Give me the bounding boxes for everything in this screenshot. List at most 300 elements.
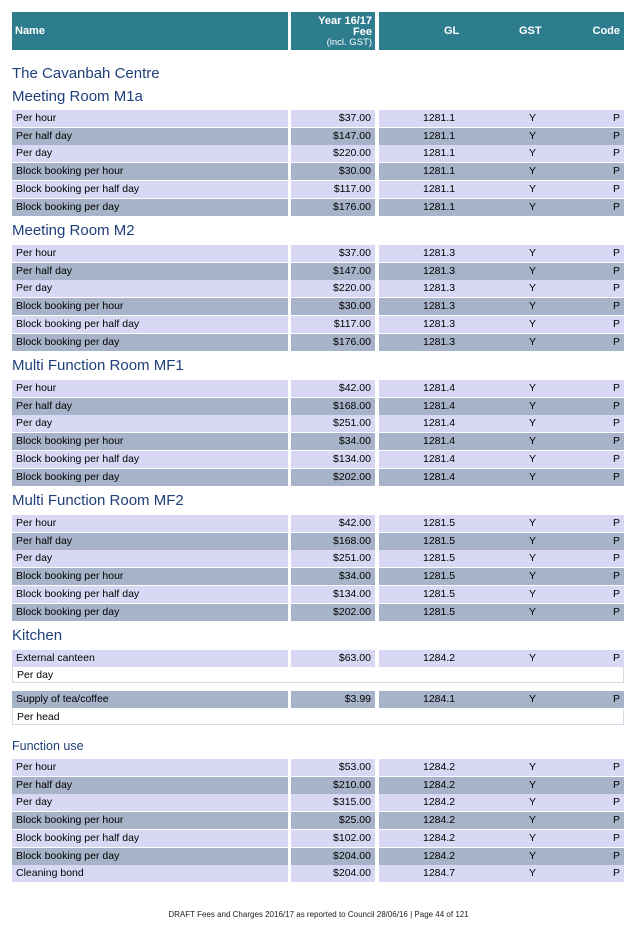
row-code: P [612,129,620,142]
table-row [0,515,637,532]
row-gl: 1284.7 [423,867,456,880]
row-name: Per half day [16,534,73,547]
row-gl: 1281.5 [423,517,456,529]
row-fee: $63.00 [338,652,371,664]
row-gst: Y [529,778,537,791]
row-code: P [612,796,620,809]
table-row [0,759,637,776]
row-fee: $42.00 [338,382,371,394]
codes-cell [379,691,624,708]
fee-cell [291,759,375,776]
row-fee: $53.00 [338,761,371,773]
header-code: Code [592,25,620,37]
row-name: Block booking per half day [16,831,140,844]
row-code: P [612,587,620,600]
codes-cell [379,604,624,621]
row-name: Block booking per hour [16,435,124,448]
row-gl: 1281.1 [423,182,456,195]
name-cell [12,398,288,415]
row-gst: Y [529,417,537,430]
name-cell [12,848,288,865]
row-name: Per hour [16,517,57,529]
row-gst: Y [529,112,537,124]
row-name: Block booking per day [16,200,120,213]
row-name: Block booking per day [16,849,120,862]
row-name: Per day [16,417,53,430]
row-fee: $147.00 [333,129,371,142]
row-name: Block booking per day [16,605,120,618]
section-title: Meeting Room M2 [12,222,135,239]
row-fee: $210.00 [333,778,371,791]
header-fee-gst-note: (incl. GST) [326,37,372,48]
row-code: P [612,534,620,547]
table-row [0,794,637,811]
fee-cell [291,398,375,415]
page-footer: DRAFT Fees and Charges 2016/17 as reported to Council 28/06/16 | Page 44 of 121 [168,910,469,919]
section-title: Multi Function Room MF1 [12,357,184,374]
fee-cell [291,777,375,794]
row-code: P [612,382,620,394]
row-note: Per head [12,709,624,725]
row-code: P [612,552,620,565]
table-row [0,533,637,550]
fee-cell [291,199,375,216]
table-row [0,163,637,180]
row-gl: 1284.2 [423,796,456,809]
row-code: P [612,335,620,348]
fee-cell [291,568,375,585]
row-fee: $204.00 [333,867,371,880]
table-row [0,830,637,847]
fee-cell [291,794,375,811]
row-gl: 1281.1 [423,112,456,124]
fee-cell [291,865,375,882]
row-gl: 1281.3 [423,282,456,295]
row-name: Block booking per day [16,470,120,483]
row-code: P [612,182,620,195]
row-fee: $315.00 [333,796,371,809]
fee-cell [291,830,375,847]
codes-cell [379,199,624,216]
codes-cell [379,280,624,297]
row-gl: 1281.3 [423,300,456,313]
row-code: P [612,470,620,483]
row-name: Per half day [16,778,73,791]
row-name: Block booking per half day [16,317,140,330]
codes-cell [379,777,624,794]
row-gst: Y [529,147,537,160]
codes-cell [379,586,624,603]
row-fee: $220.00 [333,147,371,160]
codes-cell [379,298,624,315]
name-cell [12,691,288,708]
table-row [0,110,637,127]
name-cell [12,533,288,550]
row-code: P [612,247,620,259]
row-gst: Y [529,587,537,600]
row-gst: Y [529,264,537,277]
row-gst: Y [529,867,537,880]
codes-cell [379,398,624,415]
name-cell [12,263,288,280]
row-fee: $30.00 [338,300,371,313]
codes-cell [379,128,624,145]
row-code: P [612,417,620,430]
row-gst: Y [529,761,537,773]
row-gl: 1284.2 [423,831,456,844]
row-name: Block booking per hour [16,300,124,313]
row-name: Per hour [16,761,57,773]
header-name: Name [15,25,45,37]
row-name: Per hour [16,247,57,259]
row-gst: Y [529,517,537,529]
fee-cell [291,691,375,708]
table-row [0,691,637,708]
fee-cell [291,263,375,280]
row-name: Per day [16,552,53,565]
fee-cell [291,380,375,397]
row-gst: Y [529,129,537,142]
centre-title: The Cavanbah Centre [12,65,160,82]
row-fee: $168.00 [333,399,371,412]
row-gl: 1281.3 [423,317,456,330]
fee-cell [291,316,375,333]
fee-cell [291,163,375,180]
codes-cell [379,533,624,550]
row-name: Block booking per day [16,335,120,348]
fee-cell [291,433,375,450]
row-code: P [612,317,620,330]
row-fee: $34.00 [338,570,371,583]
fee-cell [291,415,375,432]
row-gl: 1284.2 [423,814,456,827]
row-code: P [612,147,620,160]
row-gst: Y [529,605,537,618]
section-title: Meeting Room M1a [12,88,143,105]
name-cell [12,433,288,450]
row-gl: 1281.5 [423,570,456,583]
row-code: P [612,605,620,618]
row-gl: 1281.5 [423,552,456,565]
name-cell [12,380,288,397]
codes-cell [379,334,624,351]
table-row [0,398,637,415]
codes-cell [379,181,624,198]
row-gl: 1284.2 [423,652,456,664]
row-name: Per day [16,282,53,295]
name-cell [12,865,288,882]
table-row [0,245,637,262]
row-gl: 1281.5 [423,587,456,600]
row-code: P [612,831,620,844]
row-code: P [612,761,620,773]
row-gl: 1284.2 [423,778,456,791]
row-gst: Y [529,570,537,583]
row-gst: Y [529,452,537,465]
row-gst: Y [529,849,537,862]
fee-cell [291,586,375,603]
codes-cell [379,263,624,280]
name-cell [12,550,288,567]
table-row [0,812,637,829]
table-row [0,550,637,567]
row-name: Block booking per half day [16,182,140,195]
fee-cell [291,650,375,667]
row-name: Per half day [16,129,73,142]
fee-cell [291,848,375,865]
row-gl: 1281.4 [423,382,456,394]
row-fee: $202.00 [333,605,371,618]
table-row [0,469,637,486]
name-cell [12,586,288,603]
name-cell [12,451,288,468]
row-code: P [612,778,620,791]
name-cell [12,145,288,162]
row-gl: 1281.4 [423,452,456,465]
codes-cell [379,163,624,180]
name-cell [12,604,288,621]
row-gst: Y [529,200,537,213]
name-cell [12,415,288,432]
table-row [0,316,637,333]
row-gst: Y [529,300,537,313]
fee-cell [291,128,375,145]
row-fee: $134.00 [333,452,371,465]
header-fee-cell [291,12,375,50]
table-row [0,199,637,216]
row-fee: $117.00 [333,317,371,330]
name-cell [12,568,288,585]
codes-cell [379,650,624,667]
codes-cell [379,145,624,162]
row-name: Block booking per half day [16,587,140,600]
codes-cell [379,380,624,397]
row-code: P [612,867,620,880]
table-row [0,415,637,432]
codes-cell [379,515,624,532]
row-fee: $168.00 [333,534,371,547]
row-gl: 1281.4 [423,417,456,430]
table-row [0,128,637,145]
row-gst: Y [529,814,537,827]
row-name: Block booking per hour [16,814,124,827]
row-gst: Y [529,335,537,348]
table-row [0,568,637,585]
row-gl: 1281.1 [423,129,456,142]
row-gl: 1281.4 [423,435,456,448]
fee-cell [291,280,375,297]
name-cell [12,650,288,667]
row-gst: Y [529,534,537,547]
fee-cell [291,298,375,315]
table-row [0,604,637,621]
row-fee: $42.00 [338,517,371,529]
name-cell [12,334,288,351]
row-gst: Y [529,796,537,809]
section-title: Multi Function Room MF2 [12,492,184,509]
row-name: External canteen [16,652,95,664]
row-fee: $3.99 [344,693,371,705]
header-name-cell [12,12,288,50]
row-name: Per hour [16,112,57,124]
row-gl: 1281.4 [423,470,456,483]
name-cell [12,280,288,297]
row-code: P [612,200,620,213]
row-gst: Y [529,831,537,844]
fee-cell [291,145,375,162]
row-gst: Y [529,470,537,483]
table-row [0,777,637,794]
row-fee: $220.00 [333,282,371,295]
table-row [0,334,637,351]
fee-cell [291,515,375,532]
row-fee: $30.00 [338,165,371,178]
name-cell [12,110,288,127]
row-name: Per half day [16,264,73,277]
name-cell [12,515,288,532]
name-cell [12,245,288,262]
row-gl: 1284.1 [423,693,456,705]
row-fee: $25.00 [338,814,371,827]
table-row [0,380,637,397]
codes-cell [379,759,624,776]
row-gl: 1281.4 [423,399,456,412]
codes-cell [379,812,624,829]
row-code: P [612,570,620,583]
fee-cell [291,334,375,351]
row-fee: $34.00 [338,435,371,448]
row-code: P [612,112,620,124]
row-gl: 1281.1 [423,165,456,178]
row-gst: Y [529,247,537,259]
name-cell [12,298,288,315]
header-fee-year: Year 16/17 [318,15,372,27]
row-gl: 1281.3 [423,247,456,259]
row-fee: $37.00 [338,112,371,124]
table-row [0,280,637,297]
name-cell [12,163,288,180]
name-cell [12,469,288,486]
row-name: Block booking per hour [16,570,124,583]
row-fee: $134.00 [333,587,371,600]
codes-cell [379,245,624,262]
row-code: P [612,452,620,465]
row-name: Per hour [16,382,57,394]
row-name: Supply of tea/coffee [16,693,109,705]
codes-cell [379,451,624,468]
row-gst: Y [529,552,537,565]
codes-cell [379,433,624,450]
name-cell [12,812,288,829]
codes-cell [379,316,624,333]
fee-cell [291,110,375,127]
codes-cell [379,794,624,811]
row-note: Per day [12,667,624,683]
row-gl: 1281.5 [423,605,456,618]
name-cell [12,128,288,145]
row-code: P [612,399,620,412]
row-name: Per day [16,147,53,160]
name-cell [12,316,288,333]
header-codes-cell [379,12,624,50]
name-cell [12,777,288,794]
fee-cell [291,181,375,198]
codes-cell [379,848,624,865]
header-fee-label: Fee [353,26,372,38]
row-gl: 1281.3 [423,335,456,348]
row-gl: 1281.1 [423,200,456,213]
table-header [0,12,637,50]
row-gst: Y [529,282,537,295]
row-code: P [612,652,620,664]
section-title: Kitchen [12,627,63,644]
codes-cell [379,550,624,567]
name-cell [12,794,288,811]
table-row [0,145,637,162]
row-code: P [612,435,620,448]
table-row [0,263,637,280]
row-fee: $37.00 [338,247,371,259]
name-cell [12,181,288,198]
row-fee: $204.00 [333,849,371,862]
row-code: P [612,264,620,277]
codes-cell [379,469,624,486]
row-fee: $176.00 [333,335,371,348]
row-gl: 1281.3 [423,264,456,277]
fee-cell [291,245,375,262]
fee-cell [291,604,375,621]
row-code: P [612,282,620,295]
row-name: Cleaning bond [16,867,84,880]
row-name: Per half day [16,399,73,412]
row-fee: $102.00 [333,831,371,844]
row-gst: Y [529,182,537,195]
row-fee: $202.00 [333,470,371,483]
name-cell [12,830,288,847]
row-gl: 1284.2 [423,849,456,862]
table-row [0,650,637,667]
row-fee: $147.00 [333,264,371,277]
row-gst: Y [529,652,537,664]
fee-cell [291,533,375,550]
table-row [0,451,637,468]
table-row [0,848,637,865]
row-gst: Y [529,317,537,330]
codes-cell [379,568,624,585]
header-gl: GL [444,25,460,37]
row-code: P [612,693,620,705]
row-code: P [612,165,620,178]
row-fee: $251.00 [333,552,371,565]
codes-cell [379,110,624,127]
row-name: Block booking per half day [16,452,140,465]
row-fee: $117.00 [333,182,371,195]
row-gst: Y [529,435,537,448]
codes-cell [379,415,624,432]
row-fee: $251.00 [333,417,371,430]
table-row [0,181,637,198]
name-cell [12,199,288,216]
codes-cell [379,865,624,882]
row-gst: Y [529,693,537,705]
row-gst: Y [529,165,537,178]
row-gst: Y [529,382,537,394]
row-name: Block booking per hour [16,165,124,178]
fee-cell [291,451,375,468]
table-row [0,433,637,450]
table-row [0,586,637,603]
row-code: P [612,814,620,827]
